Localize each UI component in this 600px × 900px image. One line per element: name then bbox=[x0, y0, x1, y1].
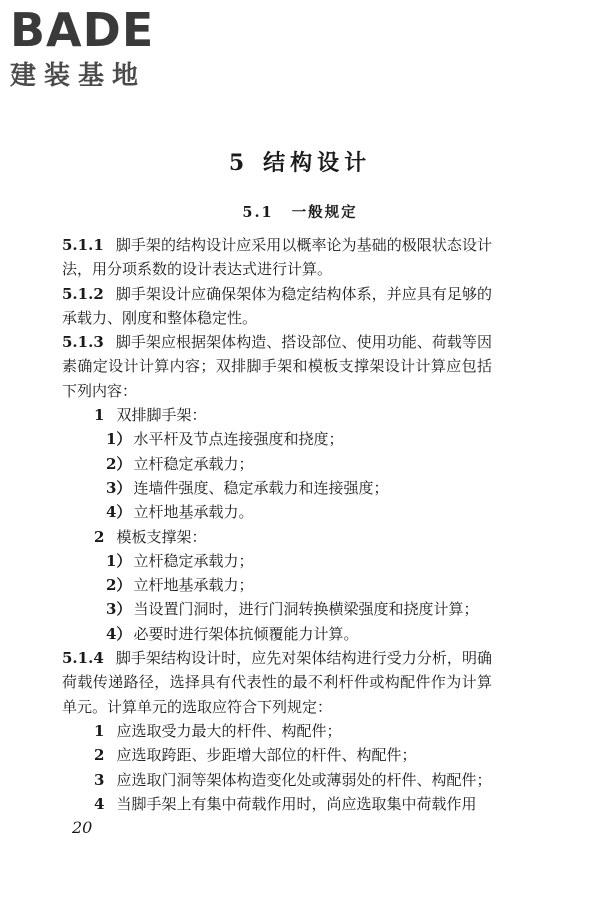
sub-item-number: 1） bbox=[106, 551, 132, 570]
item-number: 2 bbox=[94, 527, 105, 546]
sub-item-number: 3） bbox=[106, 600, 132, 619]
list-item bbox=[62, 525, 492, 549]
clause-number: 5.1.4 bbox=[62, 649, 104, 668]
sub-item-text: 立杆地基承载力。 bbox=[133, 503, 254, 522]
clause-text: 脚手架设计应确保架体为稳定结构体系，并应具有足够的承载力、刚度和整体稳定性。 bbox=[62, 284, 492, 327]
sub-item-number: 2） bbox=[106, 454, 132, 473]
list-item bbox=[62, 743, 492, 767]
chapter-number: 5 bbox=[228, 150, 250, 176]
sub-item-number: 4） bbox=[106, 624, 132, 643]
sub-item bbox=[62, 597, 492, 621]
item-text: 当脚手架上有集中荷载作用时，尚应选取集中荷载作用 bbox=[116, 794, 477, 813]
item-number: 1 bbox=[94, 406, 105, 425]
sub-item bbox=[62, 549, 492, 573]
item-text: 模板支撑架： bbox=[116, 527, 207, 546]
logo-latin-text: BADE bbox=[10, 3, 155, 57]
document-body bbox=[62, 233, 492, 816]
item-text: 应选取受力最大的杆件、构配件； bbox=[116, 721, 342, 740]
sub-item-text: 立杆稳定承载力； bbox=[133, 454, 254, 473]
sub-item bbox=[62, 622, 492, 646]
section-title bbox=[0, 201, 600, 222]
sub-item-text: 立杆地基承载力； bbox=[133, 576, 254, 595]
item-number: 2 bbox=[94, 746, 105, 765]
sub-item-text: 立杆稳定承载力； bbox=[133, 551, 254, 570]
list-item bbox=[62, 403, 492, 427]
item-number: 4 bbox=[94, 794, 105, 813]
list-item bbox=[62, 768, 492, 792]
clause-text: 脚手架的结构设计应采用以概率论为基础的极限状态设计法，用分项系数的设计表达式进行计算。 bbox=[62, 236, 492, 279]
clause-number: 5.1.2 bbox=[62, 284, 104, 303]
item-text: 双排脚手架： bbox=[116, 406, 207, 425]
sub-item-text: 必要时进行架体抗倾覆能力计算。 bbox=[133, 624, 359, 643]
list-item bbox=[62, 719, 492, 743]
clause-text: 脚手架应根据架体构造、搭设部位、使用功能、荷载等因素确定设计计算内容；双排脚手架和模板支撑架设计计算应包括下列内容： bbox=[62, 333, 492, 400]
sub-item bbox=[62, 573, 492, 597]
sub-item bbox=[62, 500, 492, 524]
sub-item bbox=[62, 427, 492, 451]
sub-item-number: 2） bbox=[106, 576, 132, 595]
logo-chinese-text: 建装基地 bbox=[10, 61, 147, 91]
chapter-title-text: 结构设计 bbox=[263, 150, 372, 176]
clause-number: 5.1.1 bbox=[62, 236, 104, 254]
item-number: 1 bbox=[94, 721, 105, 740]
page-number: 20 bbox=[72, 818, 93, 837]
bade-logo bbox=[10, 3, 180, 96]
sub-item-number: 1） bbox=[106, 430, 132, 449]
sub-item-text: 连墙件强度、稳定承载力和连接强度； bbox=[133, 478, 389, 497]
section-title-text: 一般规定 bbox=[291, 204, 358, 221]
item-text: 应选取跨距、步距增大部位的杆件、构配件； bbox=[116, 746, 417, 765]
sub-item-number: 3） bbox=[106, 478, 132, 497]
sub-item-text: 当设置门洞时，进行门洞转换横梁强度和挠度计算； bbox=[133, 600, 479, 619]
sub-item-number: 4） bbox=[106, 503, 132, 522]
item-number: 3 bbox=[94, 770, 105, 789]
section-number: 5.1 bbox=[242, 204, 274, 221]
sub-item bbox=[62, 476, 492, 500]
clause-5-1-2 bbox=[62, 282, 492, 331]
item-text: 应选取门洞等架体构造变化处或薄弱处的杆件、构配件； bbox=[116, 770, 492, 789]
sub-item-text: 水平杆及节点连接强度和挠度； bbox=[133, 430, 344, 449]
sub-item bbox=[62, 452, 492, 476]
chapter-title bbox=[0, 146, 600, 177]
list-item bbox=[62, 792, 492, 816]
clause-number: 5.1.3 bbox=[62, 333, 104, 352]
clause-5-1-3 bbox=[62, 330, 492, 403]
clause-text: 脚手架结构设计时，应先对架体结构进行受力分析，明确荷载传递路径，选择具有代表性的最不利杆件或构配件作为计算单元。计算单元的选取应符合下列规定： bbox=[62, 649, 492, 716]
clause-5-1-1 bbox=[62, 233, 492, 282]
clause-5-1-4 bbox=[62, 646, 492, 719]
